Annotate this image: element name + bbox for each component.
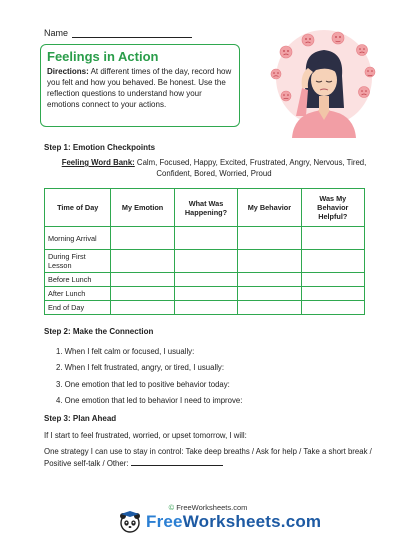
strategy-prompt-text: One strategy I can use to stay in control: Take deep breaths / Ask for help / Take a short break / Positive self-talk / Other: [44,447,372,468]
table-cell[interactable] [174,227,237,250]
brand-wordmark [146,512,321,532]
table-cell[interactable] [111,250,174,273]
list-item: 1. When I felt calm or focused, I usually: [56,347,195,356]
name-input-line[interactable] [72,29,192,38]
strategy-prompt [44,446,374,470]
table-cell[interactable] [111,287,174,301]
header-my-behavior: My Behavior [238,189,301,227]
panda-icon [118,510,142,534]
table-row [45,250,365,273]
stressed-woman-icon [246,30,396,138]
word-bank-text: Calm, Focused, Happy, Excited, Frustrated, Angry, Nervous, Tired, Confident, Bored, Worried, Proud [134,158,367,178]
table-cell[interactable] [301,301,364,315]
directions [47,66,233,110]
row-label: Before Lunch [45,273,111,287]
table-cell[interactable] [174,301,237,315]
feeling-word-bank [44,157,384,179]
emotion-checkpoints-table [44,188,365,315]
table-cell[interactable] [174,250,237,273]
row-label: End of Day [45,301,111,315]
table-cell[interactable] [238,250,301,273]
table-cell[interactable] [111,227,174,250]
header-time-of-day: Time of Day [45,189,111,227]
table-row [45,301,365,315]
row-label: Morning Arrival [45,227,111,250]
directions-label: Directions: [47,67,89,76]
table-cell[interactable] [301,227,364,250]
footer-url-text[interactable]: FreeWorksheets.com [174,503,248,512]
header-behavior-helpful: Was My Behavior Helpful? [301,189,364,227]
table-cell[interactable] [238,273,301,287]
table-header-row [45,189,365,227]
table-cell[interactable] [238,301,301,315]
table-cell[interactable] [301,250,364,273]
header-what-was-happening: What Was Happening? [174,189,237,227]
name-label: Name [44,28,69,38]
table-cell[interactable] [174,287,237,301]
list-item: 3. One emotion that led to positive behavior today: [56,380,230,389]
table-row [45,287,365,301]
title-box [40,44,240,127]
step3-heading: Step 3: Plan Ahead [44,414,117,423]
brand-rest: Worksheets.com [182,512,322,531]
footer-logo [118,510,321,534]
header-my-emotion: My Emotion [111,189,174,227]
table-cell[interactable] [238,287,301,301]
worksheet-title: Feelings in Action [47,49,159,64]
name-field-row [44,28,192,38]
step1-heading: Step 1: Emotion Checkpoints [44,143,156,152]
table-cell[interactable] [238,227,301,250]
word-bank-label: Feeling Word Bank: [61,158,135,167]
table-cell[interactable] [111,301,174,315]
list-item: 4. One emotion that led to behavior I need to improve: [56,396,243,405]
table-cell[interactable] [301,287,364,301]
table-cell[interactable] [174,273,237,287]
list-item: 2. When I felt frustrated, angry, or tired, I usually: [56,363,224,372]
brand-free: Free [146,512,183,531]
table-row [45,273,365,287]
other-strategy-input-line[interactable] [131,458,223,466]
row-label: During First Lesson [45,250,111,273]
copyright-icon: © [168,503,175,512]
table-cell[interactable] [111,273,174,287]
row-label: After Lunch [45,287,111,301]
directions-text: At different times of the day, record how you felt and how you behaved. Be honest. Use the reflection questions to understand how your emotions connect to your actions. [47,67,232,109]
table-cell[interactable] [301,273,364,287]
table-row [45,227,365,250]
plan-prompt [44,430,374,442]
plan-prompt-text: If I start to feel frustrated, worried, or upset tomorrow, I will: [44,431,247,440]
step2-heading: Step 2: Make the Connection [44,327,154,336]
